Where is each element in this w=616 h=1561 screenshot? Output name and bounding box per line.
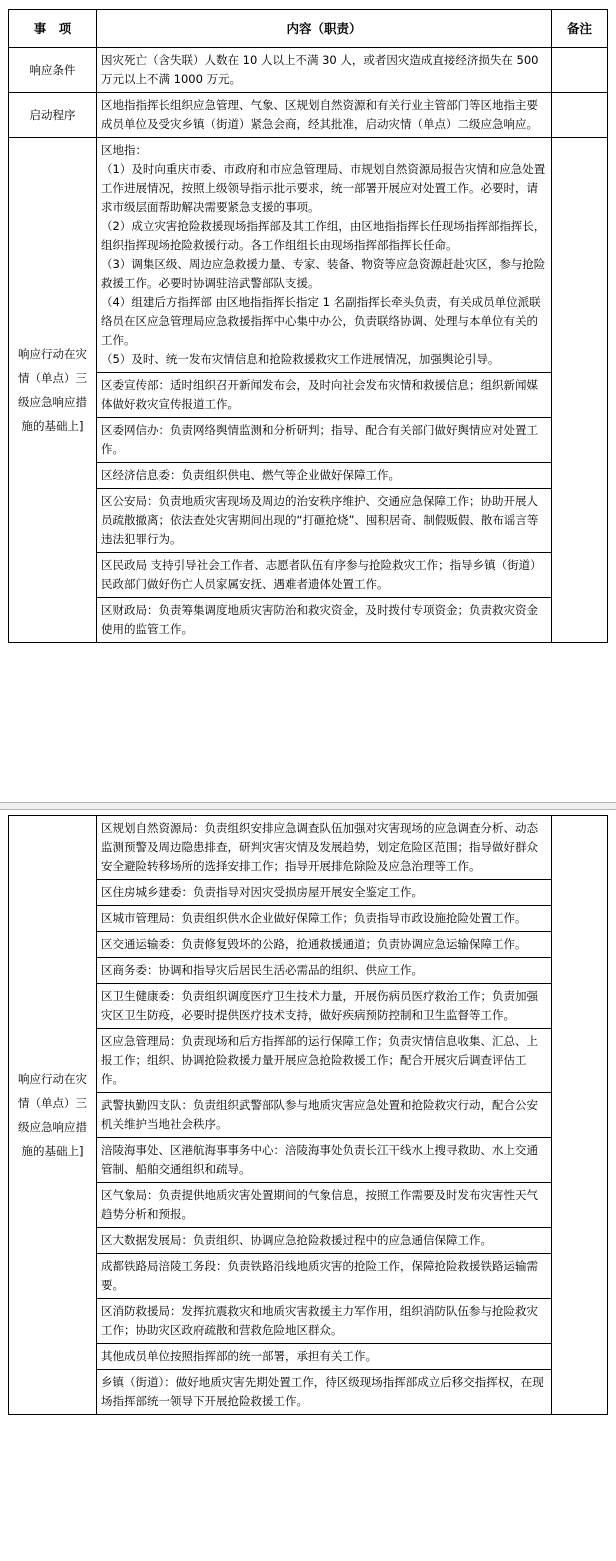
header-content: 内容（职责） — [97, 10, 552, 48]
duty-item: 涪陵海事处、区港航海事事务中心：涪陵海事处负责长江干线水上搜寻救助、水上交通管制、船舶交通组织和疏导。 — [97, 1138, 552, 1183]
district-line: （1）及时向重庆市委、市政府和市应急管理局、市规划自然资源局报告灾情和应急处置工作进展情况，按照上级领导指示批示要求，统一部署开展应对处置工作。必要时，请求市级层面帮助解决需要紧急支援的事项。 — [101, 162, 546, 214]
row-label-action-continued: 响应行动在灾情（单点）三级应急响应措施的基础上] — [9, 816, 97, 1415]
district-line: （3）调集区级、周边应急救援力量、专家、装备、物资等应急资源赶赴灾区，参与抢险救援工作。必要时协调驻涪武警部队支援。 — [101, 257, 546, 290]
table-row — [9, 906, 608, 932]
page-separator — [0, 802, 616, 810]
district-line: （2）成立灾害抢险救援现场指挥部及其工作组，由区地指指挥长任现场指挥部指挥长，组织指挥现场抢险救援行动。各工作组组长由现场指挥部指挥长任命。 — [101, 219, 546, 252]
table-row — [9, 1029, 608, 1093]
table-row — [9, 418, 608, 463]
row-remark — [552, 93, 608, 138]
row-label-action: 响应行动在灾情（单点）三级应急响应措施的基础上] — [9, 138, 97, 643]
duty-item: 区大数据发展局：负责组织、协调应急抢险救援过程中的应急通信保障工作。 — [97, 1228, 552, 1254]
row-label-condition: 响应条件 — [9, 48, 97, 93]
table-row — [9, 1138, 608, 1183]
response-table-page-1 — [8, 9, 608, 643]
duty-item: 区气象局：负责提供地质灾害处置期间的气象信息，按照工作需要及时发布灾害性天气趋势分析和预报。 — [97, 1183, 552, 1228]
table-row — [9, 1093, 608, 1138]
duty-item: 区卫生健康委：负责组织调度医疗卫生技术力量，开展伤病员医疗救治工作；负责加强灾区卫生防疫，必要时提供医疗技术支持，做好疾病预防控制和卫生监督等工作。 — [97, 984, 552, 1029]
duty-item: 区委宣传部：适时组织召开新闻发布会，及时向社会发布灾情和救援信息；组织新闻媒体做好救灾宣传报道工作。 — [97, 373, 552, 418]
table-row — [9, 489, 608, 553]
row-remark — [552, 816, 608, 1415]
duty-item: 其他成员单位按照指挥部的统一部署，承担有关工作。 — [97, 1344, 552, 1370]
table-row — [9, 932, 608, 958]
duty-item: 武警执勤四支队：负责组织武警部队参与地质灾害应急处置和抢险救灾行动，配合公安机关维护当地社会秩序。 — [97, 1093, 552, 1138]
duty-item: 区应急管理局：负责现场和后方指挥部的运行保障工作；负责灾情信息收集、汇总、上报工作；组织、协调抢险救援力量开展应急抢险救援工作；配合开展灾后调查评估工作。 — [97, 1029, 552, 1093]
table-row — [9, 463, 608, 489]
duty-item: 区委网信办：负责网络舆情监测和分析研判；指导、配合有关部门做好舆情应对处置工作。 — [97, 418, 552, 463]
table-row — [9, 880, 608, 906]
row-label-start: 启动程序 — [9, 93, 97, 138]
header-remark: 备注 — [552, 10, 608, 48]
duty-item: 区民政局 支持引导社会工作者、志愿者队伍有序参与抢险救灾工作；指导乡镇（街道）民政部门做好伤亡人员家属安抚、遇难者遗体处置工作。 — [97, 553, 552, 598]
table-row — [9, 1344, 608, 1370]
duty-item: 区城市管理局：负责组织供水企业做好保障工作；负责指导市政设施抢险处置工作。 — [97, 906, 552, 932]
table-row — [9, 48, 608, 93]
table-row — [9, 1299, 608, 1344]
duty-item: 区经济信息委：负责组织供电、燃气等企业做好保障工作。 — [97, 463, 552, 489]
duty-item: 区住房城乡建委：负责指导对因灾受损房屋开展安全鉴定工作。 — [97, 880, 552, 906]
table-row — [9, 373, 608, 418]
table-row — [9, 958, 608, 984]
district-command-content — [97, 138, 552, 373]
table-row — [9, 1254, 608, 1299]
duty-item: 区公安局：负责地质灾害现场及周边的治安秩序维护、交通应急保障工作；协助开展人员疏散撤离；依法查处灾害期间出现的“打砸抢烧”、囤积居奇、制假贩假、散布谣言等违法犯罪行为。 — [97, 489, 552, 553]
duty-item: 成都铁路局涪陵工务段：负责铁路沿线地质灾害的抢险工作，保障抢险救援铁路运输需要。 — [97, 1254, 552, 1299]
response-table-page-2 — [8, 815, 608, 1415]
district-line: 区地指： — [101, 143, 147, 157]
table-row — [9, 138, 608, 373]
table-row — [9, 93, 608, 138]
table-row — [9, 984, 608, 1029]
district-line: （5）及时、统一发布灾情信息和抢险救援救灾工作进展情况，加强舆论引导。 — [101, 352, 500, 366]
row-content-start: 区地指指挥长组织应急管理、气象、区规划自然资源和有关行业主管部门等区地指主要成员单位及受灾乡镇（街道）紧急会商，经其批准，启动灾情（单点）二级应急响应。 — [97, 93, 552, 138]
row-remark — [552, 138, 608, 643]
table-row — [9, 598, 608, 643]
table-row — [9, 816, 608, 880]
duty-item: 乡镇（街道）：做好地质灾害先期处置工作，待区级现场指挥部成立后移交指挥权，在现场指挥部统一领导下开展抢险救援工作。 — [97, 1370, 552, 1415]
duty-item: 区商务委：协调和指导灾后居民生活必需品的组织、供应工作。 — [97, 958, 552, 984]
duty-item: 区财政局：负责筹集调度地质灾害防治和救灾资金，及时拨付专项资金；负责救灾资金使用的监管工作。 — [97, 598, 552, 643]
table-header-row — [9, 10, 608, 48]
table-row — [9, 1228, 608, 1254]
duty-item: 区消防救援局：发挥抗震救灾和地质灾害救援主力军作用，组织消防队伍参与抢险救灾工作；协助灾区政府疏散和营救危险地区群众。 — [97, 1299, 552, 1344]
table-row — [9, 1370, 608, 1415]
duty-item: 区交通运输委：负责修复毁坏的公路，抢通救援通道；负责协调应急运输保障工作。 — [97, 932, 552, 958]
row-content-condition: 因灾死亡（含失联）人数在 10 人以上不满 30 人，或者因灾造成直接经济损失在 500 万元以上不满 1000 万元。 — [97, 48, 552, 93]
row-remark — [552, 48, 608, 93]
table-row — [9, 1183, 608, 1228]
header-item: 事 项 — [9, 10, 97, 48]
table-row — [9, 553, 608, 598]
duty-item: 区规划自然资源局：负责组织安排应急调查队伍加强对灾害现场的应急调查分析、动态监测预警及周边隐患排查，研判灾害灾情及发展趋势，划定危险区范围；指导做好群众安全避险转移场所的选择安排工作；指导开展排危除险及应急治理等工作。 — [97, 816, 552, 880]
district-line: （4）组建后方指挥部 由区地指指挥长指定 1 名副指挥长牵头负责，有关成员单位派联络员在区应急管理局应急救援指挥中心集中办公，负责联络协调、处理与本单位有关的工作。 — [101, 295, 541, 347]
